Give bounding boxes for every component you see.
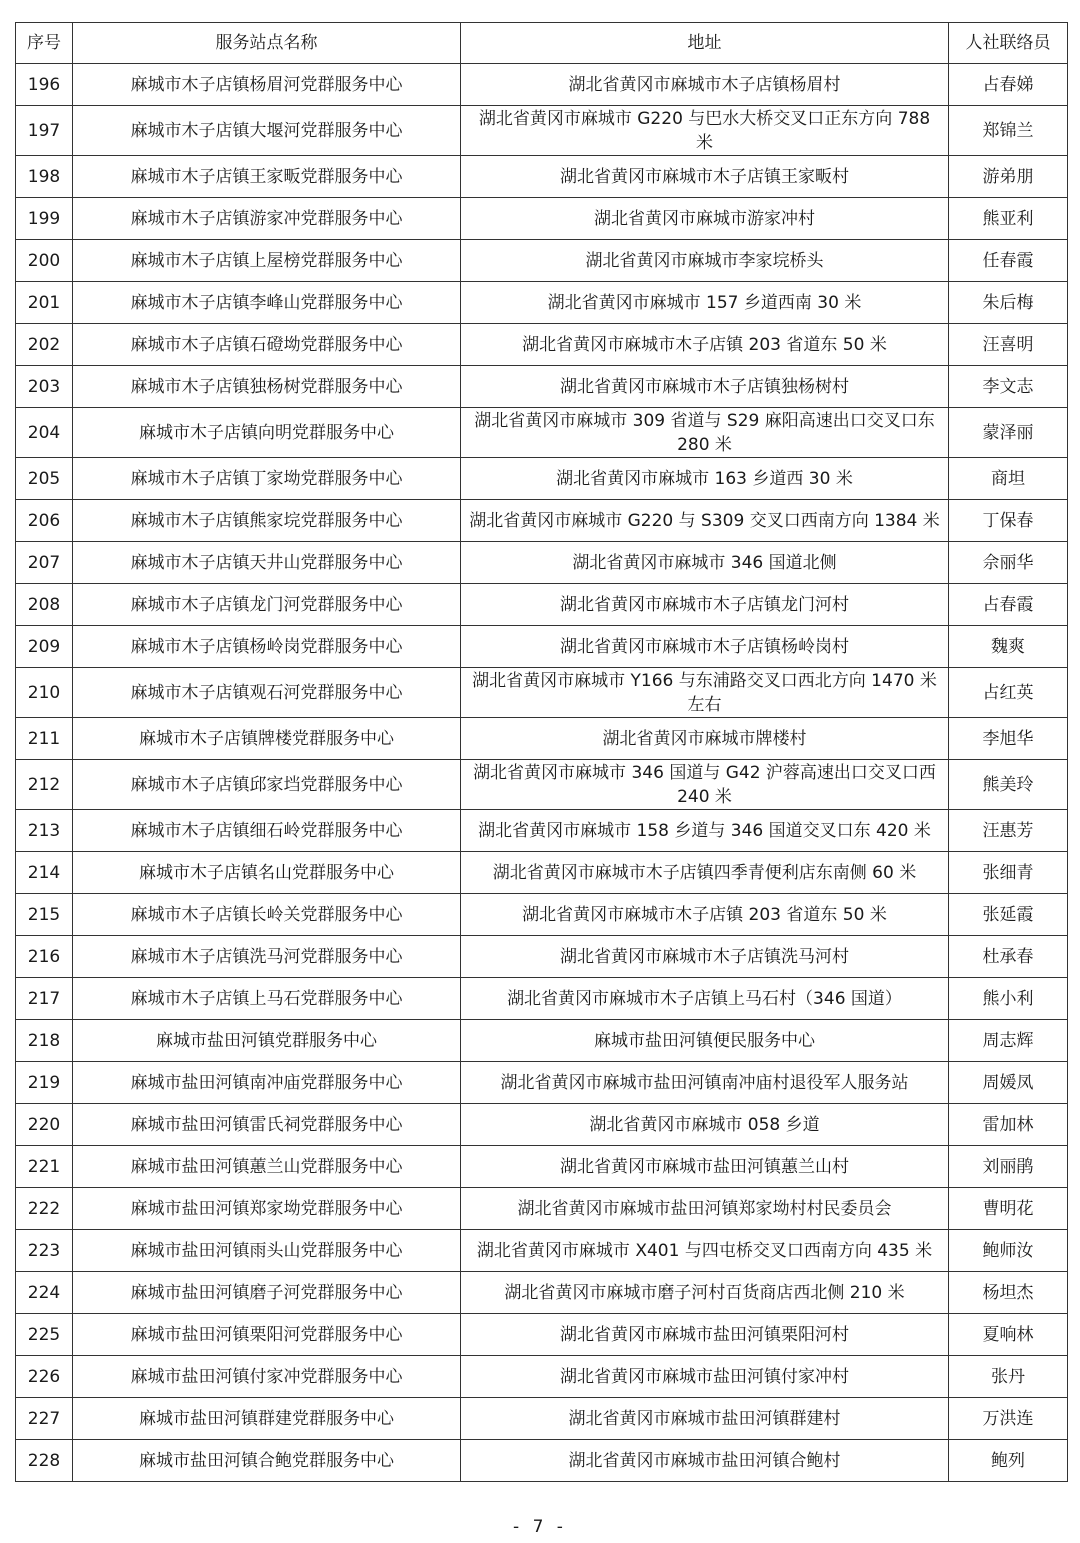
address-cell: 湖北省黄冈市麻城市盐田河镇付家冲村 bbox=[461, 1356, 949, 1398]
table-body bbox=[16, 64, 1068, 1482]
table-row bbox=[16, 1272, 1068, 1314]
contact-cell: 万洪连 bbox=[949, 1398, 1068, 1440]
station-name-cell: 麻城市木子店镇观石河党群服务中心 bbox=[73, 668, 461, 718]
address-cell: 湖北省黄冈市麻城市盐田河镇合鲍村 bbox=[461, 1440, 949, 1482]
station-name-cell: 麻城市木子店镇牌楼党群服务中心 bbox=[73, 718, 461, 760]
address-cell: 湖北省黄冈市麻城市盐田河镇群建村 bbox=[461, 1398, 949, 1440]
address-cell: 湖北省黄冈市麻城市 346 国道北侧 bbox=[461, 542, 949, 584]
station-name-cell: 麻城市木子店镇丁家坳党群服务中心 bbox=[73, 458, 461, 500]
contact-cell: 杜承春 bbox=[949, 936, 1068, 978]
contact-cell: 李文志 bbox=[949, 366, 1068, 408]
row-number-cell: 220 bbox=[16, 1104, 73, 1146]
row-number-cell: 227 bbox=[16, 1398, 73, 1440]
table-row bbox=[16, 894, 1068, 936]
table-row bbox=[16, 1188, 1068, 1230]
address-cell: 湖北省黄冈市麻城市木子店镇龙门河村 bbox=[461, 584, 949, 626]
station-name-cell: 麻城市盐田河镇郑家坳党群服务中心 bbox=[73, 1188, 461, 1230]
address-cell: 湖北省黄冈市麻城市李家垸桥头 bbox=[461, 240, 949, 282]
address-cell: 湖北省黄冈市麻城市盐田河镇栗阳河村 bbox=[461, 1314, 949, 1356]
table-row bbox=[16, 408, 1068, 458]
contact-cell: 丁保春 bbox=[949, 500, 1068, 542]
address-cell: 湖北省黄冈市麻城市 G220 与 S309 交叉口西南方向 1384 米 bbox=[461, 500, 949, 542]
station-name-cell: 麻城市木子店镇杨眉河党群服务中心 bbox=[73, 64, 461, 106]
address-cell: 湖北省黄冈市麻城市牌楼村 bbox=[461, 718, 949, 760]
contact-cell: 熊亚利 bbox=[949, 198, 1068, 240]
row-number-cell: 221 bbox=[16, 1146, 73, 1188]
address-cell: 湖北省黄冈市麻城市 157 乡道西南 30 米 bbox=[461, 282, 949, 324]
station-name-cell: 麻城市木子店镇名山党群服务中心 bbox=[73, 852, 461, 894]
table-row bbox=[16, 810, 1068, 852]
contact-cell: 刘丽鹃 bbox=[949, 1146, 1068, 1188]
row-number-cell: 213 bbox=[16, 810, 73, 852]
contact-cell: 汪喜明 bbox=[949, 324, 1068, 366]
row-number-cell: 223 bbox=[16, 1230, 73, 1272]
table-row bbox=[16, 198, 1068, 240]
contact-cell: 魏爽 bbox=[949, 626, 1068, 668]
address-cell: 湖北省黄冈市麻城市 X401 与四屯桥交叉口西南方向 435 米 bbox=[461, 1230, 949, 1272]
station-name-cell: 麻城市木子店镇熊家垸党群服务中心 bbox=[73, 500, 461, 542]
row-number-cell: 200 bbox=[16, 240, 73, 282]
station-name-cell: 麻城市木子店镇天井山党群服务中心 bbox=[73, 542, 461, 584]
contact-cell: 游弟朋 bbox=[949, 156, 1068, 198]
row-number-cell: 226 bbox=[16, 1356, 73, 1398]
row-number-cell: 219 bbox=[16, 1062, 73, 1104]
station-name-cell: 麻城市木子店镇独杨树党群服务中心 bbox=[73, 366, 461, 408]
contact-cell: 占春娣 bbox=[949, 64, 1068, 106]
station-name-cell: 麻城市木子店镇石磴坳党群服务中心 bbox=[73, 324, 461, 366]
station-name-cell: 麻城市木子店镇李峰山党群服务中心 bbox=[73, 282, 461, 324]
table-row bbox=[16, 936, 1068, 978]
row-number-cell: 218 bbox=[16, 1020, 73, 1062]
contact-cell: 张延霞 bbox=[949, 894, 1068, 936]
contact-cell: 商坦 bbox=[949, 458, 1068, 500]
station-name-cell: 麻城市木子店镇龙门河党群服务中心 bbox=[73, 584, 461, 626]
row-number-cell: 211 bbox=[16, 718, 73, 760]
station-name-cell: 麻城市盐田河镇磨子河党群服务中心 bbox=[73, 1272, 461, 1314]
contact-cell: 周志辉 bbox=[949, 1020, 1068, 1062]
station-name-cell: 麻城市盐田河镇栗阳河党群服务中心 bbox=[73, 1314, 461, 1356]
station-name-cell: 麻城市木子店镇大堰河党群服务中心 bbox=[73, 106, 461, 156]
table-row bbox=[16, 1440, 1068, 1482]
station-name-cell: 麻城市盐田河镇蕙兰山党群服务中心 bbox=[73, 1146, 461, 1188]
station-name-cell: 麻城市盐田河镇合鲍党群服务中心 bbox=[73, 1440, 461, 1482]
contact-cell: 张细青 bbox=[949, 852, 1068, 894]
address-cell: 湖北省黄冈市麻城市磨子河村百货商店西北侧 210 米 bbox=[461, 1272, 949, 1314]
table-row bbox=[16, 760, 1068, 810]
row-number-cell: 207 bbox=[16, 542, 73, 584]
contact-cell: 夏响林 bbox=[949, 1314, 1068, 1356]
table-row bbox=[16, 106, 1068, 156]
table-row bbox=[16, 1314, 1068, 1356]
table-row bbox=[16, 500, 1068, 542]
table-row bbox=[16, 1398, 1068, 1440]
contact-cell: 熊小利 bbox=[949, 978, 1068, 1020]
row-number-cell: 208 bbox=[16, 584, 73, 626]
address-cell: 湖北省黄冈市麻城市盐田河镇郑家坳村村民委员会 bbox=[461, 1188, 949, 1230]
station-name-cell: 麻城市盐田河镇南冲庙党群服务中心 bbox=[73, 1062, 461, 1104]
contact-cell: 鲍列 bbox=[949, 1440, 1068, 1482]
table-row bbox=[16, 1146, 1068, 1188]
address-cell: 湖北省黄冈市麻城市 346 国道与 G42 沪蓉高速出口交叉口西 240 米 bbox=[461, 760, 949, 810]
table-row bbox=[16, 458, 1068, 500]
address-cell: 湖北省黄冈市麻城市木子店镇杨岭岗村 bbox=[461, 626, 949, 668]
table-row bbox=[16, 64, 1068, 106]
address-cell: 湖北省黄冈市麻城市 309 省道与 S29 麻阳高速出口交叉口东 280 米 bbox=[461, 408, 949, 458]
row-number-cell: 215 bbox=[16, 894, 73, 936]
contact-cell: 郑锦兰 bbox=[949, 106, 1068, 156]
contact-cell: 鲍师汝 bbox=[949, 1230, 1068, 1272]
header-address: 地址 bbox=[461, 23, 949, 64]
header-no: 序号 bbox=[16, 23, 73, 64]
row-number-cell: 216 bbox=[16, 936, 73, 978]
row-number-cell: 206 bbox=[16, 500, 73, 542]
table-row bbox=[16, 324, 1068, 366]
station-name-cell: 麻城市木子店镇细石岭党群服务中心 bbox=[73, 810, 461, 852]
table-row bbox=[16, 1020, 1068, 1062]
table-row bbox=[16, 1062, 1068, 1104]
row-number-cell: 205 bbox=[16, 458, 73, 500]
address-cell: 湖北省黄冈市麻城市木子店镇 203 省道东 50 米 bbox=[461, 894, 949, 936]
address-cell: 湖北省黄冈市麻城市 163 乡道西 30 米 bbox=[461, 458, 949, 500]
address-cell: 湖北省黄冈市麻城市木子店镇王家畈村 bbox=[461, 156, 949, 198]
row-number-cell: 202 bbox=[16, 324, 73, 366]
row-number-cell: 222 bbox=[16, 1188, 73, 1230]
contact-cell: 朱后梅 bbox=[949, 282, 1068, 324]
station-name-cell: 麻城市木子店镇游家冲党群服务中心 bbox=[73, 198, 461, 240]
contact-cell: 蒙泽丽 bbox=[949, 408, 1068, 458]
table-row bbox=[16, 366, 1068, 408]
contact-cell: 曹明花 bbox=[949, 1188, 1068, 1230]
address-cell: 湖北省黄冈市麻城市木子店镇 203 省道东 50 米 bbox=[461, 324, 949, 366]
address-cell: 湖北省黄冈市麻城市 Y166 与东浦路交叉口西北方向 1470 米左右 bbox=[461, 668, 949, 718]
table-row bbox=[16, 156, 1068, 198]
contact-cell: 占红英 bbox=[949, 668, 1068, 718]
address-cell: 湖北省黄冈市麻城市木子店镇上马石村（346 国道） bbox=[461, 978, 949, 1020]
table-row bbox=[16, 626, 1068, 668]
address-cell: 湖北省黄冈市麻城市木子店镇洗马河村 bbox=[461, 936, 949, 978]
row-number-cell: 228 bbox=[16, 1440, 73, 1482]
header-contact: 人社联络员 bbox=[949, 23, 1068, 64]
row-number-cell: 224 bbox=[16, 1272, 73, 1314]
station-name-cell: 麻城市木子店镇上马石党群服务中心 bbox=[73, 978, 461, 1020]
header-name: 服务站点名称 bbox=[73, 23, 461, 64]
address-cell: 湖北省黄冈市麻城市 G220 与巴水大桥交叉口正东方向 788 米 bbox=[461, 106, 949, 156]
row-number-cell: 209 bbox=[16, 626, 73, 668]
station-name-cell: 麻城市木子店镇杨岭岗党群服务中心 bbox=[73, 626, 461, 668]
contact-cell: 汪惠芳 bbox=[949, 810, 1068, 852]
table-row bbox=[16, 240, 1068, 282]
address-cell: 湖北省黄冈市麻城市 158 乡道与 346 国道交叉口东 420 米 bbox=[461, 810, 949, 852]
table-row bbox=[16, 542, 1068, 584]
address-cell: 麻城市盐田河镇便民服务中心 bbox=[461, 1020, 949, 1062]
contact-cell: 张丹 bbox=[949, 1356, 1068, 1398]
station-name-cell: 麻城市盐田河镇群建党群服务中心 bbox=[73, 1398, 461, 1440]
address-cell: 湖北省黄冈市麻城市盐田河镇蕙兰山村 bbox=[461, 1146, 949, 1188]
table-row bbox=[16, 1104, 1068, 1146]
station-name-cell: 麻城市木子店镇王家畈党群服务中心 bbox=[73, 156, 461, 198]
contact-cell: 熊美玲 bbox=[949, 760, 1068, 810]
station-name-cell: 麻城市木子店镇向明党群服务中心 bbox=[73, 408, 461, 458]
service-station-table bbox=[15, 22, 1068, 1482]
row-number-cell: 201 bbox=[16, 282, 73, 324]
station-name-cell: 麻城市木子店镇邱家垱党群服务中心 bbox=[73, 760, 461, 810]
table-row bbox=[16, 1356, 1068, 1398]
row-number-cell: 203 bbox=[16, 366, 73, 408]
address-cell: 湖北省黄冈市麻城市 058 乡道 bbox=[461, 1104, 949, 1146]
contact-cell: 周媛凤 bbox=[949, 1062, 1068, 1104]
station-name-cell: 麻城市木子店镇长岭关党群服务中心 bbox=[73, 894, 461, 936]
address-cell: 湖北省黄冈市麻城市木子店镇独杨树村 bbox=[461, 366, 949, 408]
row-number-cell: 197 bbox=[16, 106, 73, 156]
station-name-cell: 麻城市盐田河镇党群服务中心 bbox=[73, 1020, 461, 1062]
table-row bbox=[16, 718, 1068, 760]
table-row bbox=[16, 584, 1068, 626]
row-number-cell: 212 bbox=[16, 760, 73, 810]
station-name-cell: 麻城市盐田河镇雨头山党群服务中心 bbox=[73, 1230, 461, 1272]
address-cell: 湖北省黄冈市麻城市盐田河镇南冲庙村退役军人服务站 bbox=[461, 1062, 949, 1104]
row-number-cell: 196 bbox=[16, 64, 73, 106]
table-row bbox=[16, 668, 1068, 718]
row-number-cell: 198 bbox=[16, 156, 73, 198]
table-row bbox=[16, 282, 1068, 324]
contact-cell: 雷加林 bbox=[949, 1104, 1068, 1146]
station-name-cell: 麻城市盐田河镇雷氏祠党群服务中心 bbox=[73, 1104, 461, 1146]
address-cell: 湖北省黄冈市麻城市游家冲村 bbox=[461, 198, 949, 240]
row-number-cell: 217 bbox=[16, 978, 73, 1020]
contact-cell: 佘丽华 bbox=[949, 542, 1068, 584]
row-number-cell: 214 bbox=[16, 852, 73, 894]
table-row bbox=[16, 852, 1068, 894]
table-header-row bbox=[16, 23, 1068, 64]
station-name-cell: 麻城市木子店镇上屋榜党群服务中心 bbox=[73, 240, 461, 282]
station-name-cell: 麻城市盐田河镇付家冲党群服务中心 bbox=[73, 1356, 461, 1398]
address-cell: 湖北省黄冈市麻城市木子店镇杨眉村 bbox=[461, 64, 949, 106]
contact-cell: 李旭华 bbox=[949, 718, 1068, 760]
row-number-cell: 204 bbox=[16, 408, 73, 458]
table-row bbox=[16, 978, 1068, 1020]
row-number-cell: 210 bbox=[16, 668, 73, 718]
row-number-cell: 225 bbox=[16, 1314, 73, 1356]
page-number: - 7 - bbox=[513, 1517, 567, 1537]
station-name-cell: 麻城市木子店镇洗马河党群服务中心 bbox=[73, 936, 461, 978]
contact-cell: 任春霞 bbox=[949, 240, 1068, 282]
contact-cell: 占春霞 bbox=[949, 584, 1068, 626]
address-cell: 湖北省黄冈市麻城市木子店镇四季青便利店东南侧 60 米 bbox=[461, 852, 949, 894]
row-number-cell: 199 bbox=[16, 198, 73, 240]
table-row bbox=[16, 1230, 1068, 1272]
contact-cell: 杨坦杰 bbox=[949, 1272, 1068, 1314]
